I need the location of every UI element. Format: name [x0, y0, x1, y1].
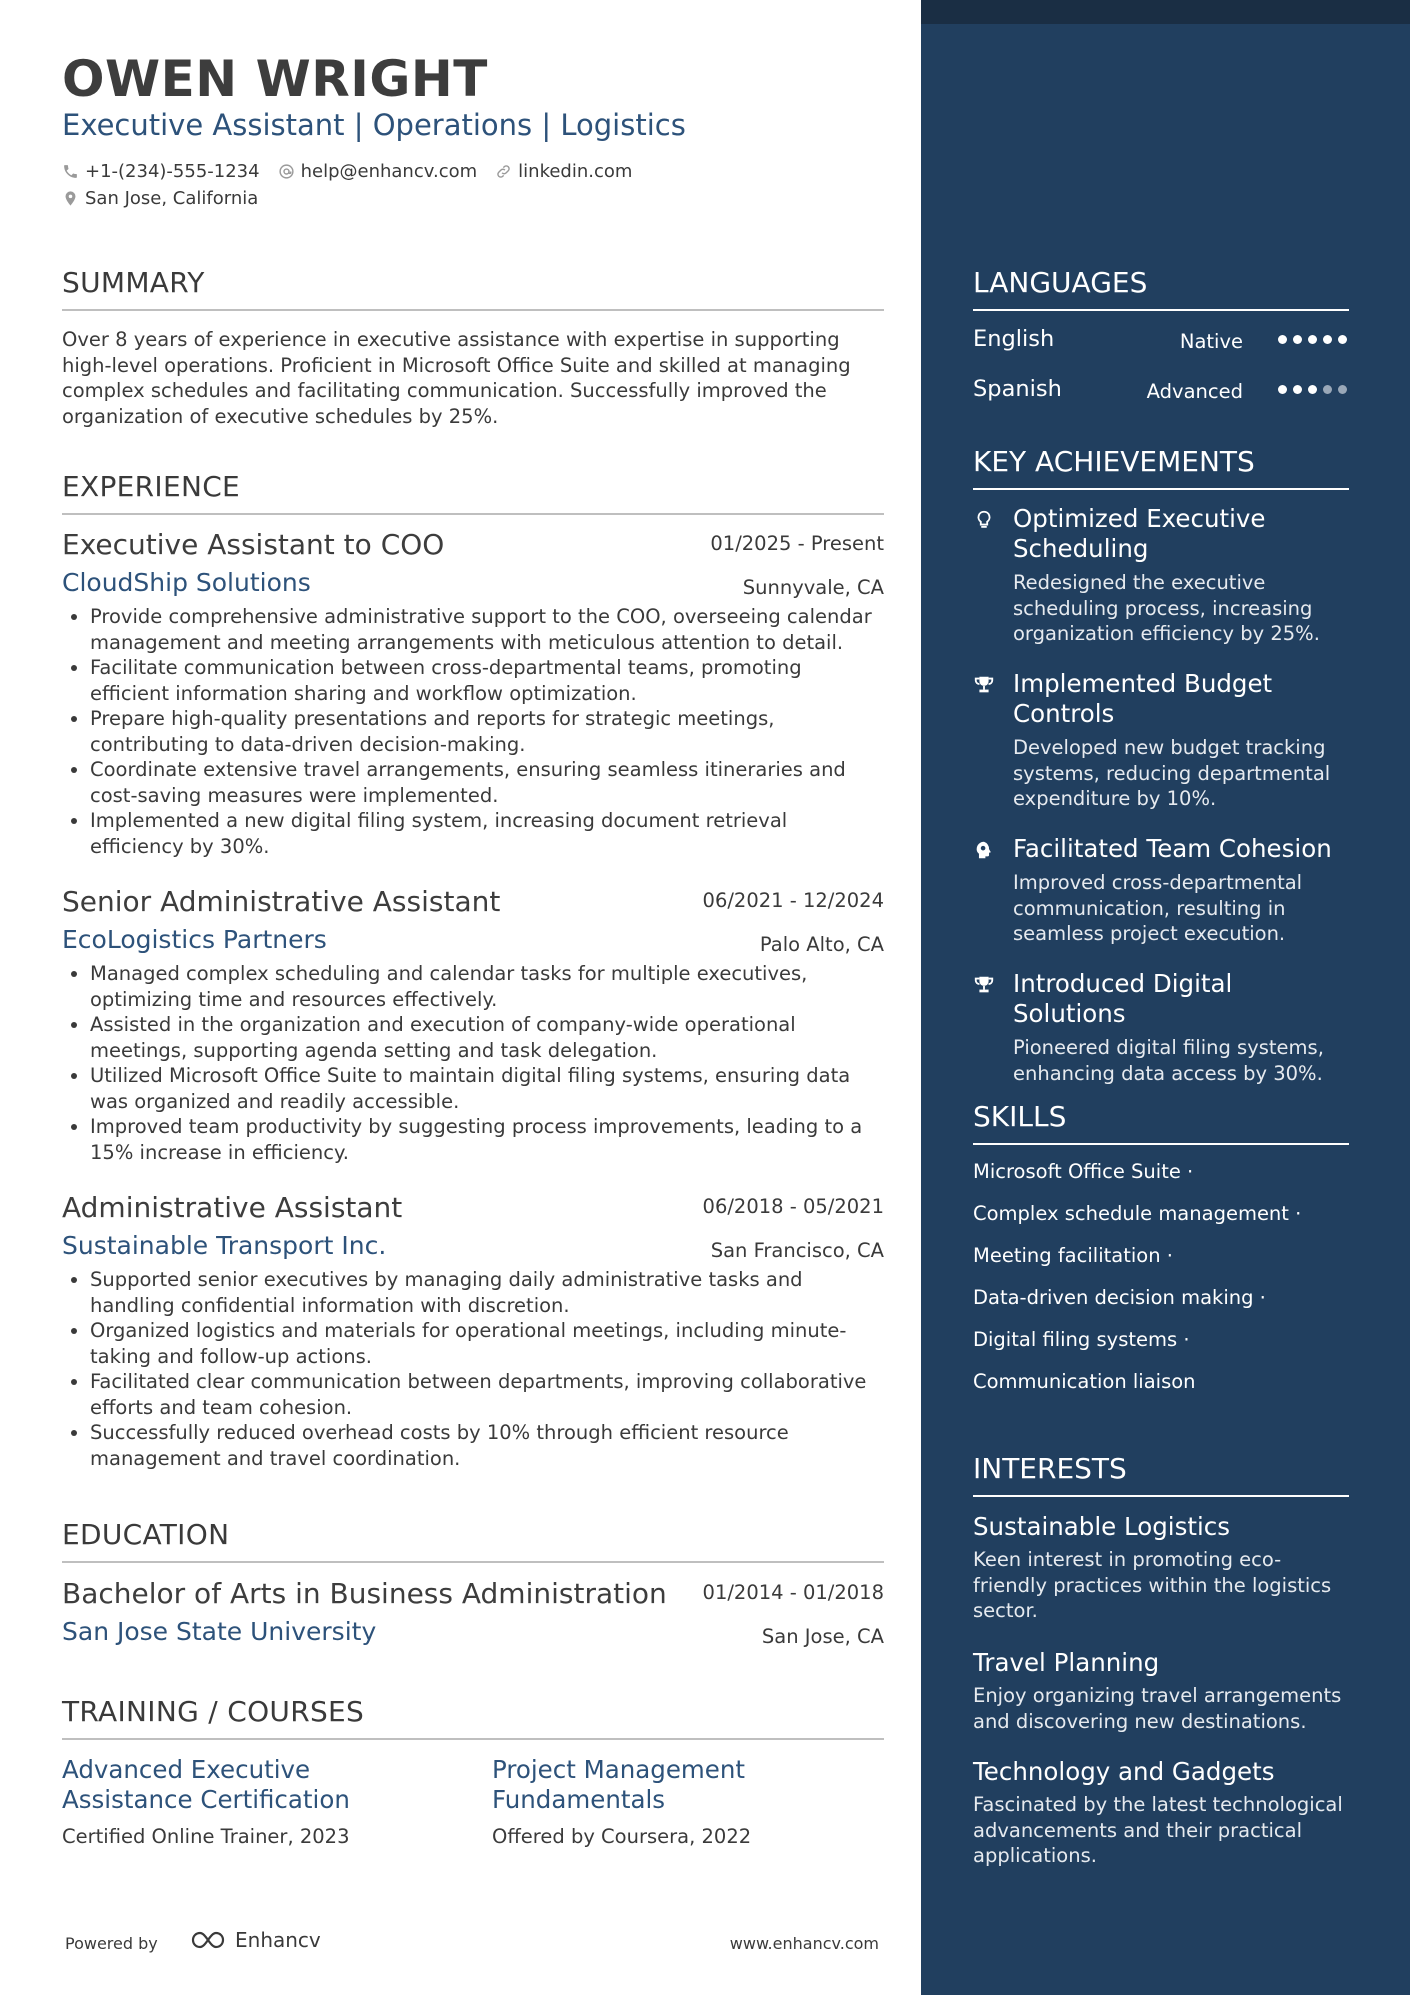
email-text: help@enhancv.com	[300, 161, 478, 182]
job-bullet: • Supported senior executives by managing daily administrative tasks and handling confidential information with discretion.	[90, 1267, 884, 1318]
job-location: Palo Alto, CA	[759, 933, 884, 956]
achievement-item	[973, 504, 1349, 647]
proficiency-dot	[1308, 385, 1317, 394]
course-provider: Offered by Coursera, 2022	[492, 1825, 752, 1848]
skill-label: Microsoft Office Suite	[973, 1160, 1181, 1183]
powered-by-text: Powered by	[65, 1934, 158, 1953]
job-bullet: • Utilized Microsoft Office Suite to maintain digital filing systems, ensuring data was organized and readily accessible.	[90, 1063, 884, 1114]
languages-heading: LANGUAGES	[973, 266, 1349, 311]
proficiency-dot	[1278, 385, 1287, 394]
skill-item: Data-driven decision making ·	[973, 1286, 1266, 1309]
skill-label: Digital filing systems	[973, 1328, 1178, 1351]
achievements-heading: KEY ACHIEVEMENTS	[973, 445, 1349, 490]
skill-item: Complex schedule management ·	[973, 1202, 1302, 1225]
job-entry	[62, 528, 884, 859]
interest-item	[973, 1512, 1349, 1624]
head-icon	[973, 838, 995, 862]
job-bullets	[62, 961, 884, 1165]
job-bullets	[62, 1267, 884, 1471]
sidebar	[921, 0, 1410, 1995]
skill-item: Microsoft Office Suite ·	[973, 1160, 1194, 1183]
candidate-subtitle: Executive Assistant | Operations | Logistics	[62, 108, 686, 142]
job-bullet: • Improved team productivity by suggesting process improvements, leading to a 15% increase in efficiency.	[90, 1114, 884, 1165]
job-bullets	[62, 604, 884, 859]
location-contact	[62, 188, 258, 209]
achievement-title: Optimized Executive Scheduling	[1013, 504, 1266, 563]
interest-description: Enjoy organizing travel arrangements and discovering new destinations.	[973, 1684, 1342, 1733]
language-proficiency	[1272, 385, 1347, 394]
enhancv-brand: Enhancv	[235, 1928, 321, 1952]
job-bullet: • Coordinate extensive travel arrangements, ensuring seamless itineraries and cost-saving measures were implemented.	[90, 757, 884, 808]
achievement-title: Implemented Budget Controls	[1013, 669, 1273, 728]
achievement-title: Introduced Digital Solutions	[1013, 969, 1233, 1028]
education-heading: EDUCATION	[62, 1518, 884, 1563]
skills-heading: SKILLS	[973, 1100, 1349, 1145]
job-title: Executive Assistant to COO	[62, 528, 445, 561]
proficiency-dot	[1278, 335, 1287, 344]
job-dates: 01/2025 - Present	[710, 532, 884, 555]
language-row	[973, 376, 1349, 406]
job-entry	[62, 885, 884, 1165]
proficiency-dot	[1338, 385, 1347, 394]
achievement-description: Pioneered digital filing systems, enhancing data access by 30%.	[1013, 1036, 1324, 1085]
course-title: Advanced Executive Assistance Certification	[62, 1755, 350, 1814]
language-name: English	[973, 326, 1055, 352]
degree-title: Bachelor of Arts in Business Administration	[62, 1577, 667, 1610]
job-bullet: • Assisted in the organization and execution of company-wide operational meetings, supporting agenda setting and task delegation.	[90, 1012, 884, 1063]
proficiency-dot	[1293, 385, 1302, 394]
skill-item: Meeting facilitation ·	[973, 1244, 1173, 1267]
job-entry	[62, 1191, 884, 1471]
interest-title: Travel Planning	[973, 1648, 1160, 1677]
skill-label: Communication liaison	[973, 1370, 1196, 1393]
trophy-icon	[973, 973, 995, 997]
job-location: San Francisco, CA	[710, 1239, 884, 1262]
job-bullet: • Facilitated clear communication between departments, improving collaborative efforts and team cohesion.	[90, 1369, 884, 1420]
language-row	[973, 326, 1349, 356]
enhancv-logo-icon	[185, 1928, 233, 1952]
achievement-title: Facilitated Team Cohesion	[1013, 834, 1332, 863]
phone-text: +1-(234)-555-1234	[85, 161, 260, 182]
job-bullet: • Organized logistics and materials for operational meetings, including minute-taking and follow-up actions.	[90, 1318, 884, 1369]
language-level: Native	[1179, 330, 1243, 353]
summary-heading: SUMMARY	[62, 266, 884, 311]
skill-label: Meeting facilitation	[973, 1244, 1161, 1267]
job-bullet: • Facilitate communication between cross-departmental teams, promoting efficient information sharing and workflow optimization.	[90, 655, 884, 706]
job-title: Administrative Assistant	[62, 1191, 403, 1224]
email-contact[interactable]	[278, 161, 478, 182]
interest-item	[973, 1757, 1349, 1869]
trophy-icon	[973, 673, 995, 697]
phone-icon	[62, 163, 79, 180]
location-row	[62, 188, 276, 209]
job-dates: 06/2021 - 12/2024	[702, 889, 884, 912]
interest-title: Technology and Gadgets	[973, 1757, 1275, 1786]
school-name: San Jose State University	[62, 1617, 377, 1646]
proficiency-dot	[1323, 385, 1332, 394]
interest-title: Sustainable Logistics	[973, 1512, 1231, 1541]
location-text: San Jose, California	[85, 188, 259, 209]
language-level: Advanced	[1146, 380, 1243, 403]
skill-label: Complex schedule management	[973, 1202, 1289, 1225]
job-title: Senior Administrative Assistant	[62, 885, 501, 918]
achievement-description: Improved cross-departmental communication, resulting in seamless project execution.	[1013, 871, 1303, 945]
course-entry	[492, 1755, 872, 1848]
summary-text: Over 8 years of experience in executive assistance with expertise in supporting high-level operations. Proficient in Microsoft Office Suite and skilled at managing complex schedules and facilitating communication. Successfully improved the organization of executive schedules by 25%.	[62, 328, 851, 428]
achievement-item	[973, 669, 1349, 812]
proficiency-dot	[1323, 335, 1332, 344]
link-icon	[495, 163, 512, 180]
phone-contact[interactable]	[62, 161, 260, 182]
linkedin-contact[interactable]	[495, 161, 632, 182]
contact-row	[62, 161, 650, 182]
course-entry	[62, 1755, 442, 1848]
job-bullet: • Implemented a new digital filing system, increasing document retrieval efficiency by 30%.	[90, 808, 884, 859]
interest-item	[973, 1648, 1349, 1734]
proficiency-dot	[1293, 335, 1302, 344]
experience-heading: EXPERIENCE	[62, 470, 884, 515]
language-name: Spanish	[973, 376, 1062, 402]
job-bullet: • Managed complex scheduling and calendar tasks for multiple executives, optimizing time and resources effectively.	[90, 961, 884, 1012]
job-company: EcoLogistics Partners	[62, 925, 327, 954]
education-dates: 01/2014 - 01/2018	[702, 1581, 884, 1604]
education-entry	[62, 1577, 884, 1646]
at-icon	[278, 163, 295, 180]
course-provider: Certified Online Trainer, 2023	[62, 1825, 350, 1848]
job-dates: 06/2018 - 05/2021	[702, 1195, 884, 1218]
achievement-description: Developed new budget tracking systems, reducing departmental expenditure by 10%.	[1013, 736, 1331, 810]
training-heading: TRAINING / COURSES	[62, 1695, 884, 1740]
job-company: Sustainable Transport Inc.	[62, 1231, 387, 1260]
enhancv-url[interactable]: www.enhancv.com	[729, 1934, 879, 1953]
job-bullet: • Successfully reduced overhead costs by 10% through efficient resource management and travel coordination.	[90, 1420, 884, 1471]
enhancv-logo[interactable]	[185, 1928, 321, 1952]
course-title: Project Management Fundamentals	[492, 1755, 746, 1814]
achievement-item	[973, 834, 1349, 947]
location-pin-icon	[62, 189, 79, 208]
linkedin-text: linkedin.com	[518, 161, 633, 182]
skill-item: Digital filing systems ·	[973, 1328, 1190, 1351]
job-location: Sunnyvale, CA	[742, 576, 884, 599]
lightbulb-icon	[973, 508, 995, 532]
sidebar-top-bar	[921, 0, 1410, 24]
interest-description: Fascinated by the latest technological advancements and their practical applications.	[973, 1793, 1343, 1867]
language-proficiency	[1272, 335, 1347, 344]
interests-heading: INTERESTS	[973, 1452, 1349, 1497]
proficiency-dot	[1308, 335, 1317, 344]
school-location: San Jose, CA	[761, 1625, 884, 1648]
job-bullet: • Provide comprehensive administrative support to the COO, overseeing calendar management and meeting arrangements with meticulous attention to detail.	[90, 604, 884, 655]
job-bullet: • Prepare high-quality presentations and reports for strategic meetings, contributing to data-driven decision-making.	[90, 706, 884, 757]
achievement-description: Redesigned the executive scheduling process, increasing organization efficiency by 25%.	[1013, 571, 1320, 645]
job-company: CloudShip Solutions	[62, 568, 311, 597]
achievement-item	[973, 969, 1349, 1086]
skill-item	[973, 1370, 1196, 1393]
skill-label: Data-driven decision making	[973, 1286, 1254, 1309]
proficiency-dot	[1338, 335, 1347, 344]
interest-description: Keen interest in promoting eco-friendly practices within the logistics sector.	[973, 1548, 1332, 1622]
candidate-name: OWEN WRIGHT	[62, 50, 488, 108]
